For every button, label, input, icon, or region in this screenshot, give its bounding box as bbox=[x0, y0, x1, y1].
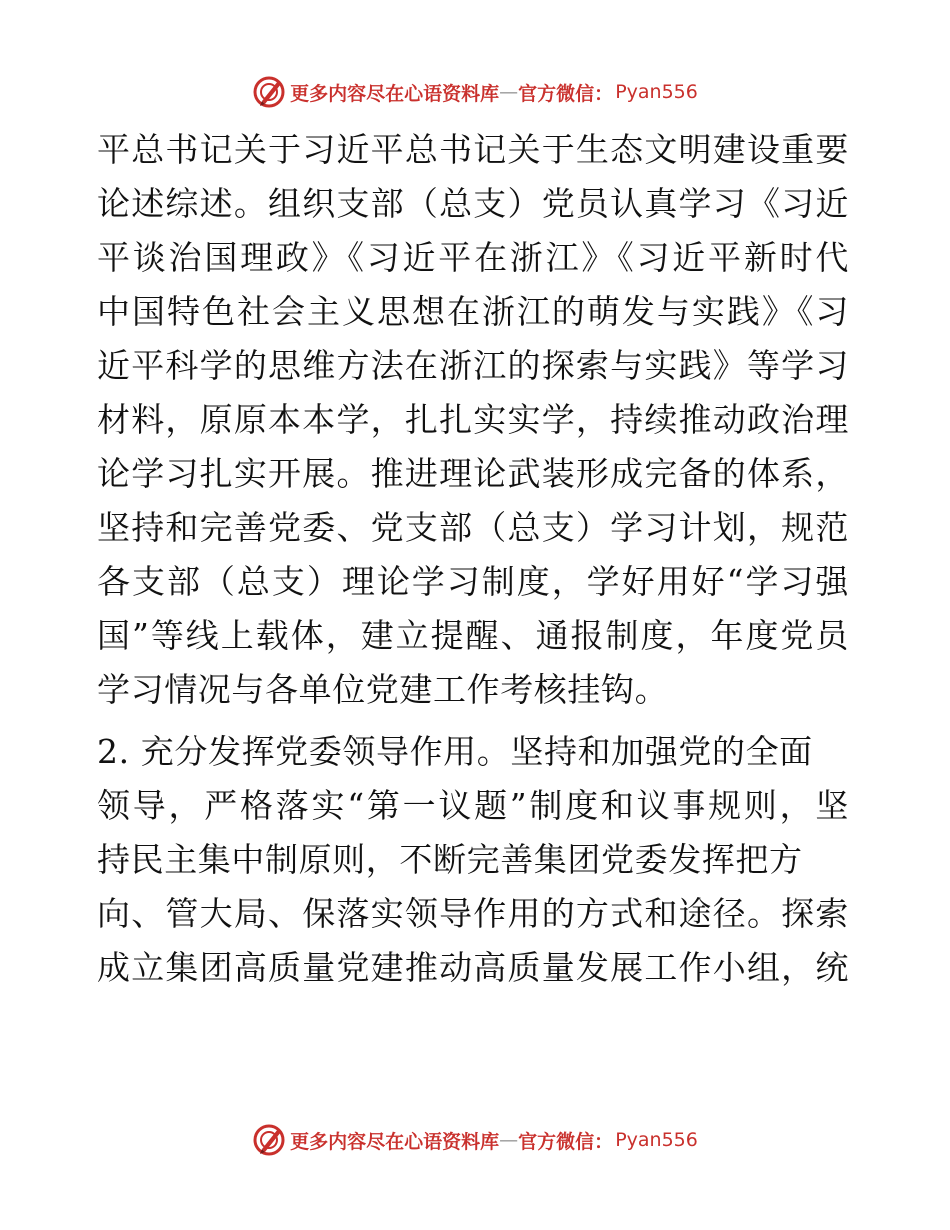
text-line: 近平科学的思维方法在浙江的探索与实践》等学习 bbox=[97, 346, 849, 385]
text-line: 成立集团高质量党建推动高质量发展工作小组，统 bbox=[97, 948, 849, 987]
banner-separator: — bbox=[499, 81, 519, 103]
text-line: 论述综述。组织支部（总支）党员认真学习《习近 bbox=[97, 184, 849, 223]
banner-label: 官方微信： bbox=[518, 82, 614, 105]
text-line: 平谈治国理政》《习近平在浙江》《习近平新时代 bbox=[97, 238, 849, 277]
text-line: 中国特色社会主义思想在浙江的萌发与实践》《习 bbox=[97, 292, 849, 331]
text-line: 论学习扎实开展。推进理论武装形成完备的体系， bbox=[97, 454, 849, 493]
banner-label: 官方微信： bbox=[518, 1130, 614, 1153]
pen-logo-icon bbox=[252, 1123, 286, 1157]
text-line: 坚持和完善党委、党支部（总支）学习计划，规范 bbox=[97, 508, 849, 547]
text-line: 学习情况与各单位党建工作考核挂钩。 bbox=[97, 670, 669, 709]
text-line: 领导，严格落实“第一议题”制度和议事规则，坚 bbox=[97, 786, 849, 825]
paragraph-gap bbox=[97, 717, 849, 725]
text-line: 平总书记关于习近平总书记关于生态文明建设重要 bbox=[97, 130, 849, 169]
text-line: 2. 充分发挥党委领导作用。坚持和加强党的全面 bbox=[97, 732, 813, 771]
text-line: 材料，原原本本学，扎扎实实学，持续推动政治理 bbox=[97, 400, 849, 439]
banner-handle: Pyan556 bbox=[615, 81, 698, 103]
header-banner bbox=[0, 72, 950, 112]
paragraph-2 bbox=[97, 725, 849, 995]
pen-logo-icon bbox=[252, 75, 286, 109]
banner-separator: — bbox=[499, 1129, 519, 1151]
text-line: 国”等线上载体，建立提醒、通报制度，年度党员 bbox=[97, 616, 849, 655]
banner-handle: Pyan556 bbox=[615, 1129, 698, 1151]
text-line: 各支部（总支）理论学习制度，学好用好“学习强 bbox=[97, 562, 849, 601]
banner-title: 更多内容尽在心语资料库 bbox=[290, 1130, 500, 1153]
paragraph-1 bbox=[97, 123, 849, 717]
document-body bbox=[97, 123, 849, 995]
text-line: 持民主集中制原则，不断完善集团党委发挥把方 bbox=[97, 840, 803, 879]
text-line: 向、管大局、保落实领导作用的方式和途径。探索 bbox=[97, 894, 849, 933]
banner-title: 更多内容尽在心语资料库 bbox=[290, 82, 500, 105]
footer-banner bbox=[0, 1120, 950, 1160]
